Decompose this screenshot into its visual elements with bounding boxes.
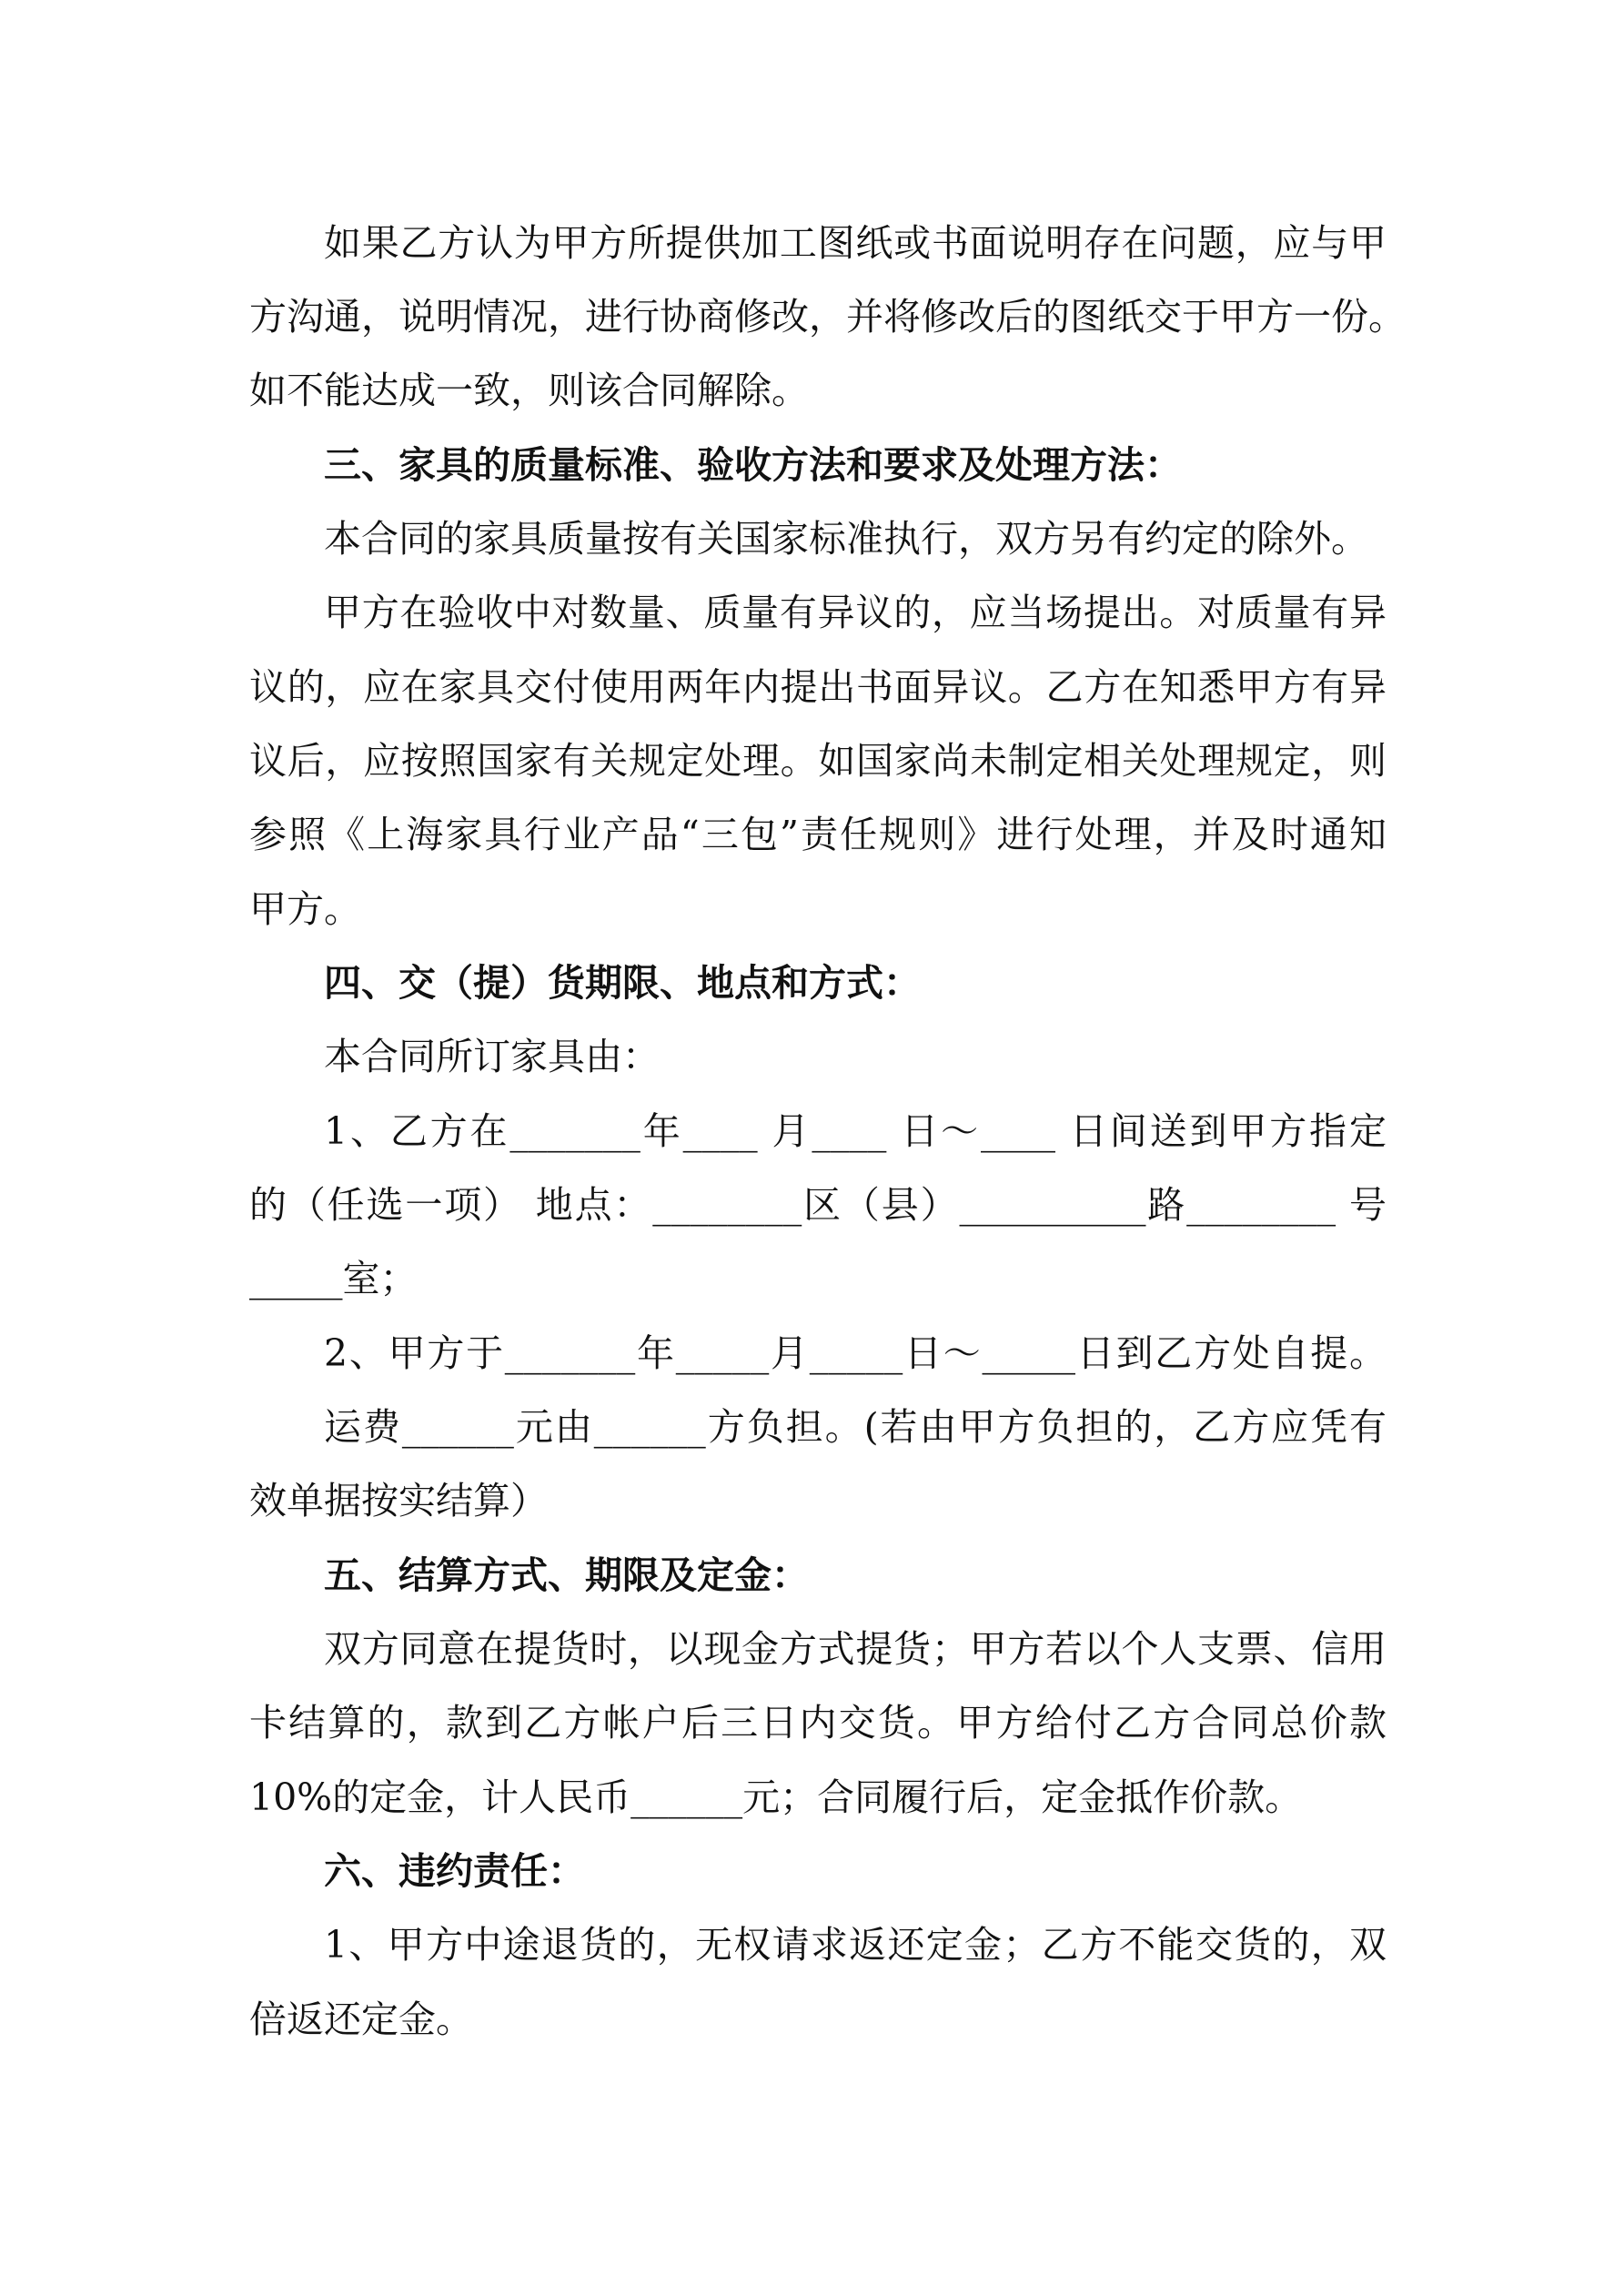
paragraph-line: 10%的定金，计人民币______元；合同履行后，定金抵作价款。 bbox=[249, 1775, 1303, 1819]
paragraph-line: 方沟通，说明情况，进行协商修改，并将修改后的图纸交于甲方一份。 bbox=[249, 295, 1406, 339]
paragraph-line: 2、甲方于_______年_____月_____日～_____日到乙方处自提。 bbox=[324, 1331, 1387, 1375]
paragraph-line: 1、甲方中途退货的，无权请求返还定金；乙方不能交货的，双 bbox=[324, 1923, 1387, 1967]
section-heading-6: 六、违约责任： bbox=[324, 1849, 585, 1893]
paragraph-line: 1、乙方在_______年____ 月____ 日～____ 日间送到甲方指定 bbox=[324, 1109, 1387, 1153]
paragraph-line: 参照《上海家具行业产品“三包”责任规则》进行处理，并及时通知 bbox=[249, 813, 1387, 856]
paragraph-line: 甲方。 bbox=[249, 887, 361, 931]
paragraph-line: 议的，应在家具交付使用两年内提出书面异议。乙方在知悉甲方有异 bbox=[249, 665, 1387, 709]
paragraph-line: 如果乙方认为甲方所提供加工图纸或书面说明存在问题，应与甲 bbox=[324, 221, 1387, 265]
paragraph-line: 运费______元由______方负担。(若由甲方负担的，乙方应凭有 bbox=[324, 1405, 1387, 1449]
paragraph-line: 议后，应按照国家有关规定处理。如国家尚未制定相关处理规定，则 bbox=[249, 739, 1387, 783]
paragraph-line: 如不能达成一致，则该合同解除。 bbox=[249, 369, 809, 412]
paragraph-line: 本合同所订家具由： bbox=[324, 1035, 660, 1078]
section-heading-4: 四、交（提）货期限、地点和方式： bbox=[324, 961, 921, 1005]
paragraph-line: 倍返还定金。 bbox=[249, 1998, 473, 2041]
paragraph-line: 的（任选一项） 地点：________区（县）__________路________ 号 bbox=[249, 1183, 1387, 1227]
section-heading-3: 三、家具的质量标准、验收方法和要求及处理方法： bbox=[324, 443, 1182, 487]
section-heading-5: 五、结算方式、期限及定金： bbox=[324, 1553, 809, 1597]
paragraph-line: 本合同的家具质量按有关国家标准执行，双方另有约定的除外。 bbox=[324, 517, 1368, 561]
paragraph-line: 卡结算的，款到乙方帐户后三日内交货。甲方给付乙方合同总价款 bbox=[249, 1701, 1387, 1745]
paragraph-line: 双方同意在提货时，以现金方式提货；甲方若以个人支票、信用 bbox=[324, 1627, 1387, 1671]
paragraph-line: 甲方在验收中对数量、质量有异议的，应当场提出。对质量有异 bbox=[324, 591, 1387, 634]
paragraph-line: _____室； bbox=[249, 1257, 418, 1300]
paragraph-line: 效单据按实结算） bbox=[249, 1479, 548, 1522]
